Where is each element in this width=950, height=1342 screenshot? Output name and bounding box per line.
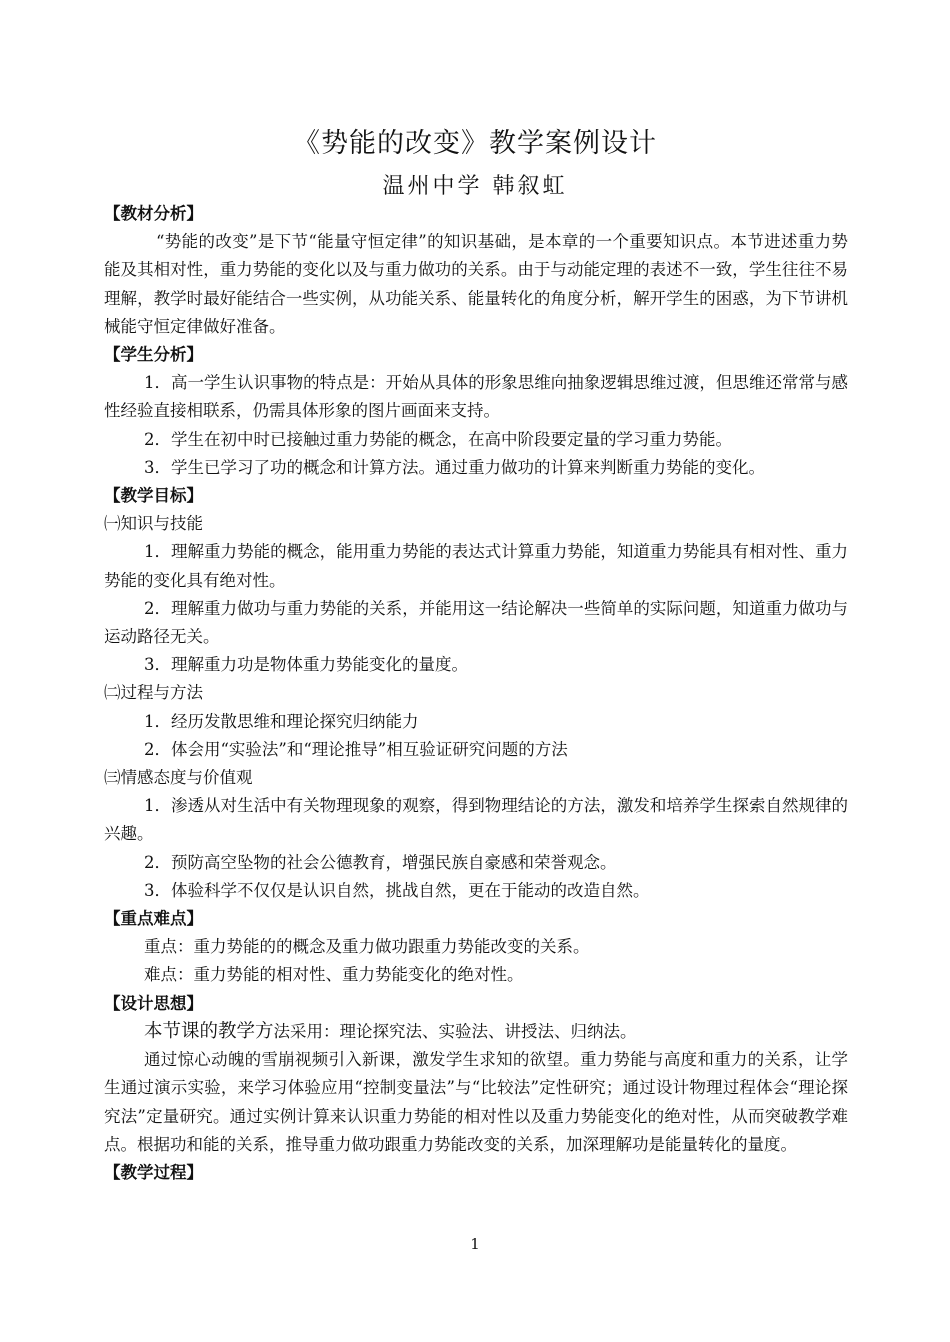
section-heading-goals: 【教学目标】 bbox=[104, 486, 203, 506]
document-author: 温州中学 韩叙虹 bbox=[382, 174, 568, 199]
list-item: 3．体验科学不仅仅是认识自然，挑战自然，更在于能动的改造自然。 bbox=[144, 880, 650, 900]
section-heading-students: 【学生分析】 bbox=[104, 345, 203, 365]
paragraph-design-method bbox=[104, 1018, 848, 1046]
page-number: 1 bbox=[470, 1235, 480, 1253]
list-item: 2．体会用“实验法”和“理论推导”相互验证研究问题的方法 bbox=[144, 739, 568, 759]
list-item: 3．理解重力功是物体重力势能变化的量度。 bbox=[144, 655, 468, 675]
document-title: 《势能的改变》教学案例设计 bbox=[293, 128, 657, 159]
list-item: 3．学生已学习了功的概念和计算方法。通过重力做功的计算来判断重力势能的变化。 bbox=[144, 457, 765, 477]
subheading-emotion: ㈢情感态度与价值观 bbox=[104, 768, 253, 788]
section-heading-process: 【教学过程】 bbox=[104, 1162, 203, 1182]
subheading-process: ㈡过程与方法 bbox=[104, 683, 203, 703]
list-item: 1．高一学生认识事物的特点是：开始从具体的形象思维向抽象逻辑思维过渡，但思维还常常与感性经验直接相联系，仍需具体形象的图片画面来支持。 bbox=[104, 373, 848, 421]
section-heading-key-points: 【重点难点】 bbox=[104, 909, 203, 929]
difficult-point: 难点：重力势能的相对性、重力势能变化的绝对性。 bbox=[144, 965, 524, 985]
paragraph-design-idea: 通过惊心动魄的雪崩视频引入新课，激发学生求知的欲望。重力势能与高度和重力的关系，让学生通过演示实验，来学习体验应用“控制变量法”与“比较法”定性研究；通过设计物理过程体会“理论探究法”定量研究。通过实例计算来认识重力势能的相对性以及重力势能变化的绝对性，从而突破教学难点。根据功和能的关系，推导重力做功跟重力势能改变的关系，加深理解功是能量转化的量度。 bbox=[104, 1050, 848, 1154]
document-body bbox=[104, 200, 848, 1187]
section-heading-textbook: 【教材分析】 bbox=[104, 204, 203, 223]
list-item: 1．经历发散思维和理论探究归纳能力 bbox=[144, 711, 419, 731]
paragraph-textbook: “势能的改变”是下节“能量守恒定律”的知识基础，是本章的一个重要知识点。本节进述重力势能及其相对性，重力势能的变化以及与重力做功的关系。由于与动能定理的表述不一致，学生往往不易理解，教学时最好能结合一些实例，从功能关系、能量转化的角度分析，解开学生的困惑，为下节讲机械能守恒定律做好准备。 bbox=[104, 232, 848, 336]
list-item: 1．理解重力势能的概念，能用重力势能的表达式计算重力势能，知道重力势能具有相对性、重力势能的变化具有绝对性。 bbox=[104, 542, 848, 590]
design-method-lead: 本节课的教学方 bbox=[144, 1020, 274, 1042]
list-item: 1．渗透从对生活中有关物理现象的观察，得到物理结论的方法，激发和培养学生探索自然规律的兴趣。 bbox=[104, 796, 848, 844]
list-item: 2．理解重力做功与重力势能的关系，并能用这一结论解决一些简单的实际问题，知道重力做功与运动路径无关。 bbox=[104, 598, 848, 647]
list-item: 2．预防高空坠物的社会公德教育，增强民族自豪感和荣誉观念。 bbox=[144, 852, 617, 872]
key-point: 重点：重力势能的的概念及重力做功跟重力势能改变的关系。 bbox=[144, 937, 590, 957]
design-method-rest: 法采用：理论探究法、实验法、讲授法、归纳法。 bbox=[273, 1021, 637, 1041]
subheading-knowledge: ㈠知识与技能 bbox=[104, 514, 203, 534]
list-item: 2．学生在初中时已接触过重力势能的概念，在高中阶段要定量的学习重力势能。 bbox=[144, 429, 732, 449]
section-heading-design: 【设计思想】 bbox=[104, 993, 203, 1013]
